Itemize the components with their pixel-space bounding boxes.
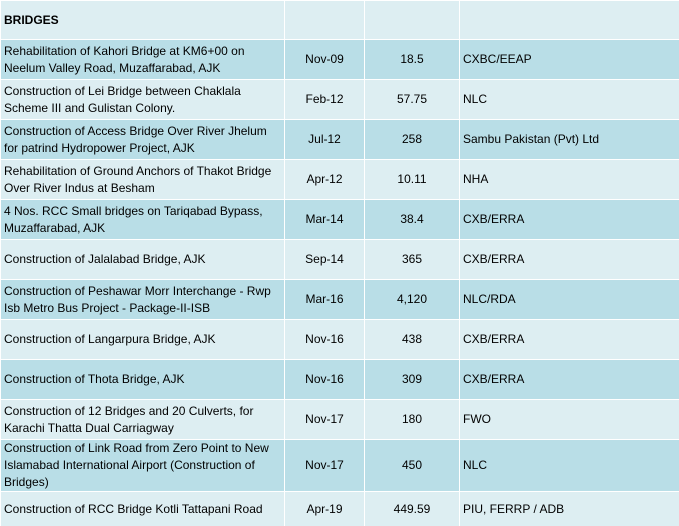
description-cell[interactable]: Construction of Peshawar Morr Interchange - Rwp Isb Metro Bus Project - Package-II-ISB xyxy=(1,280,285,320)
cost-cell[interactable]: 309 xyxy=(365,360,460,400)
client-cell[interactable]: Sambu Pakistan (Pvt) Ltd xyxy=(460,120,679,160)
date-cell[interactable]: Feb-12 xyxy=(285,80,365,120)
section-header-row xyxy=(1,1,679,40)
client-cell[interactable]: NLC/RDA xyxy=(460,280,679,320)
date-cell[interactable]: Mar-14 xyxy=(285,200,365,240)
client-cell[interactable]: CXB/ERRA xyxy=(460,320,679,360)
cost-cell[interactable]: 449.59 xyxy=(365,492,460,526)
description-cell[interactable]: Construction of Lei Bridge between Chaklala Scheme III and Gulistan Colony. xyxy=(1,80,285,120)
date-cell[interactable]: Apr-19 xyxy=(285,492,365,526)
section-title[interactable]: BRIDGES xyxy=(1,1,285,40)
client-cell[interactable]: NLC xyxy=(460,440,679,492)
description-cell[interactable]: Construction of Jalalabad Bridge, AJK xyxy=(1,240,285,280)
client-cell[interactable]: FWO xyxy=(460,400,679,440)
table-row xyxy=(1,80,679,120)
client-cell[interactable]: NHA xyxy=(460,160,679,200)
cost-cell[interactable]: 450 xyxy=(365,440,460,492)
client-cell[interactable]: CXBC/EEAP xyxy=(460,40,679,80)
date-cell[interactable]: Apr-12 xyxy=(285,160,365,200)
description-cell[interactable]: Construction of Access Bridge Over River Jhelum for patrind Hydropower Project, AJK xyxy=(1,120,285,160)
date-cell[interactable]: Sep-14 xyxy=(285,240,365,280)
table-row xyxy=(1,320,679,360)
description-cell[interactable]: Rehabilitation of Ground Anchors of Thakot Bridge Over River Indus at Besham xyxy=(1,160,285,200)
description-cell[interactable]: Construction of Link Road from Zero Point to New Islamabad International Airport (Construction of Bridges) xyxy=(1,440,285,492)
cost-cell[interactable]: 258 xyxy=(365,120,460,160)
header-empty-cell[interactable] xyxy=(365,1,460,40)
client-cell[interactable]: PIU, FERRP / ADB xyxy=(460,492,679,526)
cost-cell[interactable]: 4,120 xyxy=(365,280,460,320)
description-cell[interactable]: Construction of RCC Bridge Kotli Tattapani Road xyxy=(1,492,285,526)
client-cell[interactable]: CXB/ERRA xyxy=(460,200,679,240)
table-row xyxy=(1,120,679,160)
table-row xyxy=(1,360,679,400)
description-cell[interactable]: Construction of Langarpura Bridge, AJK xyxy=(1,320,285,360)
cost-cell[interactable]: 10.11 xyxy=(365,160,460,200)
table-row xyxy=(1,40,679,80)
table-row xyxy=(1,280,679,320)
date-cell[interactable]: Nov-17 xyxy=(285,440,365,492)
cost-cell[interactable]: 180 xyxy=(365,400,460,440)
date-cell[interactable]: Nov-16 xyxy=(285,320,365,360)
description-cell[interactable]: 4 Nos. RCC Small bridges on Tariqabad Bypass, Muzaffarabad, AJK xyxy=(1,200,285,240)
cost-cell[interactable]: 57.75 xyxy=(365,80,460,120)
client-cell[interactable]: CXB/ERRA xyxy=(460,240,679,280)
description-cell[interactable]: Construction of 12 Bridges and 20 Culverts, for Karachi Thatta Dual Carriagway xyxy=(1,400,285,440)
cost-cell[interactable]: 365 xyxy=(365,240,460,280)
table-row xyxy=(1,440,679,492)
date-cell[interactable]: Jul-12 xyxy=(285,120,365,160)
client-cell[interactable]: CXB/ERRA xyxy=(460,360,679,400)
header-empty-cell[interactable] xyxy=(460,1,679,40)
cost-cell[interactable]: 18.5 xyxy=(365,40,460,80)
table-row xyxy=(1,492,679,526)
cost-cell[interactable]: 38.4 xyxy=(365,200,460,240)
cost-cell[interactable]: 438 xyxy=(365,320,460,360)
date-cell[interactable]: Nov-16 xyxy=(285,360,365,400)
client-cell[interactable]: NLC xyxy=(460,80,679,120)
description-cell[interactable]: Rehabilitation of Kahori Bridge at KM6+00 on Neelum Valley Road, Muzaffarabad, AJK xyxy=(1,40,285,80)
table-row xyxy=(1,200,679,240)
table-row xyxy=(1,400,679,440)
date-cell[interactable]: Nov-09 xyxy=(285,40,365,80)
header-empty-cell[interactable] xyxy=(285,1,365,40)
table-row xyxy=(1,160,679,200)
date-cell[interactable]: Mar-16 xyxy=(285,280,365,320)
description-cell[interactable]: Construction of Thota Bridge, AJK xyxy=(1,360,285,400)
date-cell[interactable]: Nov-17 xyxy=(285,400,365,440)
table-row xyxy=(1,240,679,280)
